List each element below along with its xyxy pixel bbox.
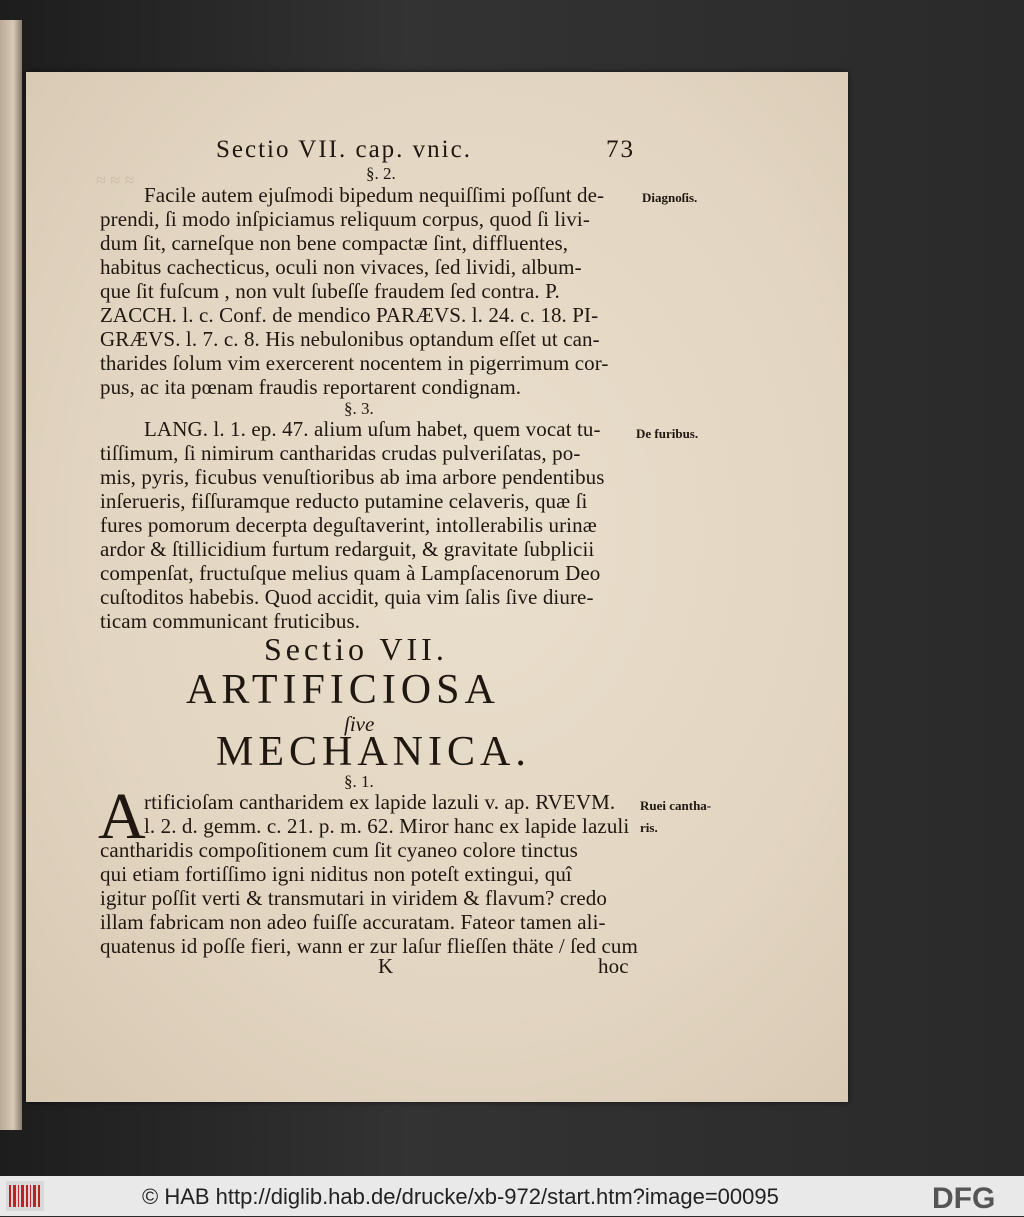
- text-line: cantharidis compoſitionem cum ſit cyaneo colore tinctus: [100, 838, 578, 862]
- signature-mark: K: [378, 954, 394, 978]
- text-line: igitur poſſit verti & transmutari in viridem & flavum? credo: [100, 886, 607, 910]
- drop-cap: A: [98, 780, 146, 853]
- text-line: pus, ac ita pœnam fraudis reportarent condignam.: [100, 375, 522, 399]
- text-line: inſerueris, fiſſuramque reducto putamine celaveris, quæ ſi: [100, 489, 588, 513]
- text-line: l. 2. d. gemm. c. 21. p. m. 62. Miror hanc ex lapide lazuli: [144, 814, 630, 838]
- dfg-logo-text: DFG: [932, 1182, 996, 1212]
- text-line: prendi, ſi modo inſpiciamus reliquum corpus, quod ſi livi-: [100, 207, 590, 231]
- text-line: quatenus id poſſe fieri, wann er zur laſur flieſſen thäte / ſed cum: [100, 934, 638, 958]
- text-line: ZACCH. l. c. Conf. de mendico PARÆVS. l. 24. c. 18. PI-: [100, 303, 599, 327]
- paragraph-mark: §. 1.: [344, 772, 374, 791]
- text-line: mis, pyris, ficubus venuſtioribus ab ima arbore pendentibus: [100, 465, 605, 489]
- section-heading: Sectio VII.: [264, 631, 448, 667]
- text-line: habitus cachecticus, oculi non vivaces, ſed lividi, album-: [100, 255, 582, 279]
- section-title-mechanica: MECHANICA.: [216, 729, 531, 775]
- footer-bar: [0, 1176, 1024, 1216]
- text-line: tiſſimum, ſi nimirum cantharidas crudas pulveriſatas, po-: [100, 441, 581, 465]
- text-line: cuſtoditos habebis. Quod accidit, quia vim ſalis ſive diure-: [100, 585, 594, 609]
- copyright-link[interactable]: © HAB http://diglib.hab.de/drucke/xb-972/start.htm?image=00095: [142, 1184, 779, 1209]
- text-line: ardor & ſtillicidium furtum redarguit, & gravitate ſubplicii: [100, 537, 595, 561]
- text-line: illam fabricam non adeo fuiſſe accuratam. Fateor tamen ali-: [100, 910, 606, 934]
- text-line: LANG. l. 1. ep. 47. alium uſum habet, quem vocat tu-: [144, 417, 601, 441]
- text-line: tharides ſolum vim exercerent nocentem in pigerrimum cor-: [100, 351, 609, 375]
- page-number: 73: [606, 136, 635, 163]
- marginal-note: ris.: [640, 820, 658, 835]
- facing-page-edge: [0, 20, 22, 1130]
- section-title-artificiosa: ARTIFICIOSA: [186, 667, 500, 713]
- barcode-icon: [6, 1181, 44, 1211]
- dfg-logo-icon: [928, 1182, 1018, 1212]
- show-through: ≈ ≈ ≈: [96, 170, 135, 190]
- section-title-sive: ſive: [344, 712, 375, 736]
- text-line: dum ſit, carneſque non bene compactæ ſint, diffluentes,: [100, 231, 569, 255]
- paragraph-mark: §. 3.: [344, 399, 374, 418]
- text-line: compenſat, fructuſque melius quam à Lampſacenorum Deo: [100, 561, 601, 585]
- text-line: fures pomorum decerpta deguſtaverint, intollerabilis urinæ: [100, 513, 597, 537]
- text-line: qui etiam fortiſſimo igni niditus non poteſt extingui, quî: [100, 862, 572, 886]
- text-line: ticam communicant fruticibus.: [100, 609, 361, 633]
- text-line: GRÆVS. l. 7. c. 8. His nebulonibus optandum eſſet ut can-: [100, 327, 600, 351]
- catchword: hoc: [598, 954, 629, 978]
- text-line: que ſit fuſcum , non vult ſubeſſe fraudem ſed contra. P.: [100, 279, 560, 303]
- paragraph-mark: §. 2.: [366, 164, 396, 183]
- marginal-note: De furibus.: [636, 426, 699, 441]
- marginal-note: Diagnoſis.: [642, 190, 698, 205]
- text-line: Facile autem ejuſmodi bipedum nequiſſimi poſſunt de-: [144, 183, 605, 207]
- text-line: rtificioſam cantharidem ex lapide lazuli v. ap. RVEVM.: [144, 790, 616, 814]
- marginal-note: Ruei cantha-: [640, 798, 712, 813]
- book-page: [26, 72, 848, 1102]
- running-head: Sectio VII. cap. vnic.: [216, 136, 472, 163]
